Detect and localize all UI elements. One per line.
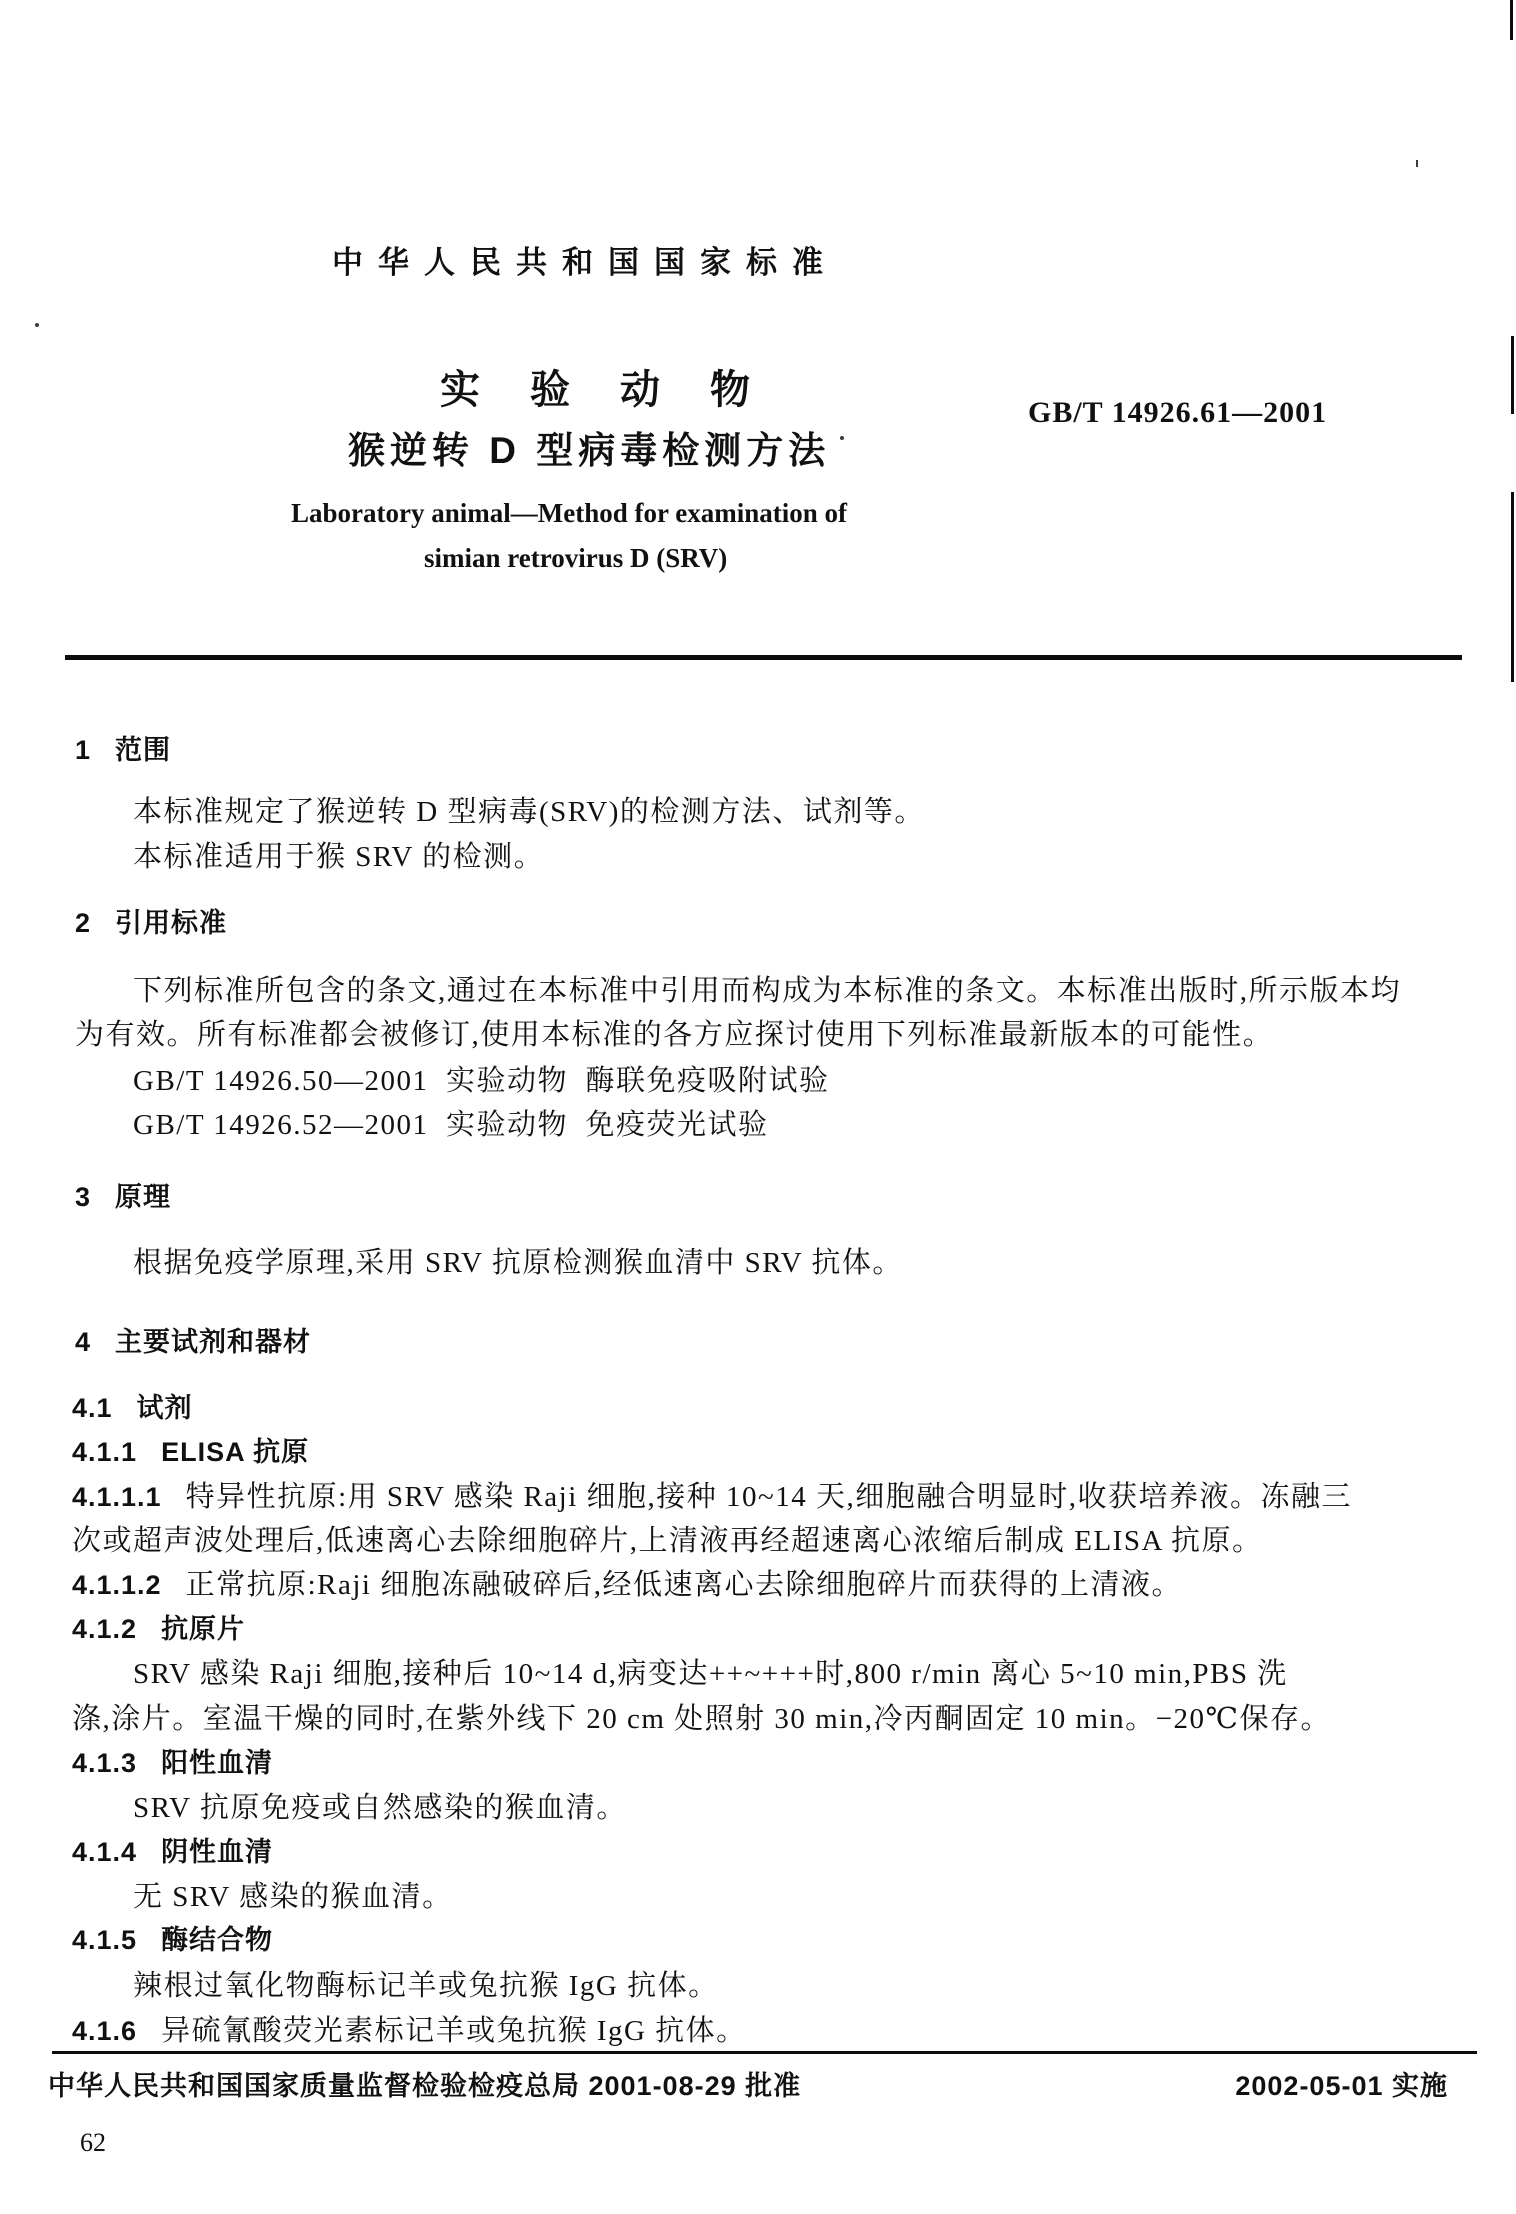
section-2-paragraph-line1: 下列标准所包含的条文,通过在本标准中引用而构成为本标准的条文。本标准出版时,所示版本均 (133, 975, 1402, 1007)
clause-4-1-1-heading (72, 1430, 309, 1469)
section-4-heading (75, 1320, 311, 1359)
section-4-title: 主要试剂和器材 (115, 1327, 312, 1357)
document-title-cn-line2: 猴逆转 D 型病毒检测方法 (348, 430, 831, 471)
footer-implementation-date: 2002-05-01 实施 (1235, 2071, 1448, 2101)
section-3-title: 原理 (115, 1182, 172, 1212)
clause-4-1-4-paragraph: 无 SRV 感染的猴血清。 (133, 1881, 453, 1913)
section-1-number: 1 (75, 735, 92, 765)
section-2-title: 引用标准 (115, 908, 228, 938)
clause-4-1-5-number: 4.1.5 (72, 1925, 138, 1955)
clause-4-1-2-heading (72, 1607, 245, 1646)
scan-speck-left-margin (35, 323, 39, 327)
scan-edge-line-top (1510, 0, 1513, 40)
standard-code: GB/T 14926.61—2001 (1028, 396, 1328, 429)
section-2-heading (75, 901, 227, 940)
section-3-paragraph: 根据免疫学原理,采用 SRV 抗原检测猴血清中 SRV 抗体。 (133, 1247, 903, 1279)
section-1-paragraph-2: 本标准适用于猴 SRV 的检测。 (133, 841, 545, 873)
scan-edge-line-middle (1511, 336, 1514, 414)
referenced-standard-2: GB/T 14926.52—2001 实验动物 免疫荧光试验 (133, 1109, 769, 1141)
clause-4-1-2-title: 抗原片 (161, 1614, 246, 1644)
clause-4-1-3-number: 4.1.3 (72, 1748, 138, 1778)
section-2-number: 2 (75, 908, 92, 938)
clause-4-1-1-1-number: 4.1.1.1 (72, 1482, 162, 1512)
section-1-title: 范围 (115, 735, 172, 765)
section-3-number: 3 (75, 1182, 92, 1212)
clause-4-1-5-title: 酶结合物 (161, 1925, 274, 1955)
footer-approval-text: 中华人民共和国国家质量监督检验检疫总局 2001-08-29 批准 (48, 2071, 802, 2101)
document-title-cn-line1: 实验动物 (440, 368, 800, 412)
clause-4-1-1-1-line2: 次或超声波处理后,低速离心去除细胞碎片,上清液再经超速离心浓缩后制成 ELISA 抗原。 (72, 1525, 1263, 1557)
document-title-en-line1: Laboratory animal—Method for examination of (291, 498, 847, 528)
clause-4-1-2-paragraph-line2: 涤,涂片。室温干燥的同时,在紫外线下 20 cm 处照射 30 min,冷丙酮固定 10 min。−20℃保存。 (72, 1703, 1331, 1735)
clause-4-1-3-paragraph: SRV 抗原免疫或自然感染的猴血清。 (133, 1792, 627, 1824)
clause-4-1-1-1-line1 (72, 1474, 1352, 1515)
scan-edge-line-lower (1511, 492, 1514, 682)
clause-4-1-1-1-text: 特异性抗原:用 SRV 感染 Raji 细胞,接种 10~14 天,细胞融合明显时,收获培养液。冻融三 (185, 1481, 1352, 1513)
referenced-standard-1: GB/T 14926.50—2001 实验动物 酶联免疫吸附试验 (133, 1065, 830, 1097)
scan-speck-top-right (1416, 160, 1418, 167)
footer-divider-rule (52, 2051, 1477, 2054)
section-2-paragraph-line2: 为有效。所有标准都会被修订,使用本标准的各方应探讨使用下列标准最新版本的可能性。 (75, 1019, 1274, 1051)
national-standard-banner: 中华人民共和国国家标准 (332, 245, 838, 280)
clause-4-1-4-heading (72, 1830, 273, 1869)
page-number: 62 (80, 2128, 106, 2157)
clause-4-1-1-2-number: 4.1.1.2 (72, 1570, 162, 1600)
header-divider-rule (65, 655, 1462, 660)
clause-4-1-6-text: 异硫氰酸荧光素标记羊或兔抗猴 IgG 抗体。 (161, 2015, 747, 2047)
clause-4-1-4-title: 阴性血清 (161, 1837, 274, 1867)
clause-4-1-3-title: 阳性血清 (161, 1748, 274, 1778)
document-title-en-line2: simian retrovirus D (SRV) (424, 543, 728, 573)
clause-4-1-heading (72, 1386, 193, 1425)
clause-4-1-number: 4.1 (72, 1393, 113, 1423)
clause-4-1-5-heading (72, 1918, 273, 1957)
scan-speck-below-title (840, 436, 844, 440)
clause-4-1-title: 试剂 (136, 1393, 193, 1423)
section-3-heading (75, 1175, 171, 1214)
clause-4-1-6-number: 4.1.6 (72, 2016, 138, 2046)
section-1-heading (75, 728, 171, 767)
clause-4-1-1-2-text: 正常抗原:Raji 细胞冻融破碎后,经低速离心去除细胞碎片而获得的上清液。 (185, 1569, 1182, 1601)
clause-4-1-2-paragraph-line1: SRV 感染 Raji 细胞,接种后 10~14 d,病变达++~+++时,800 r/min 离心 5~10 min,PBS 洗 (133, 1658, 1288, 1690)
clause-4-1-1-title: ELISA 抗原 (161, 1437, 310, 1467)
clause-4-1-5-paragraph: 辣根过氧化物酶标记羊或兔抗猴 IgG 抗体。 (133, 1970, 719, 2002)
clause-4-1-4-number: 4.1.4 (72, 1837, 138, 1867)
section-1-paragraph-1: 本标准规定了猴逆转 D 型病毒(SRV)的检测方法、试剂等。 (133, 796, 925, 828)
clause-4-1-6-line (72, 2008, 747, 2049)
clause-4-1-1-number: 4.1.1 (72, 1437, 138, 1467)
clause-4-1-2-number: 4.1.2 (72, 1614, 138, 1644)
clause-4-1-1-2-line (72, 1562, 1182, 1603)
clause-4-1-3-heading (72, 1741, 273, 1780)
section-4-number: 4 (75, 1327, 92, 1357)
